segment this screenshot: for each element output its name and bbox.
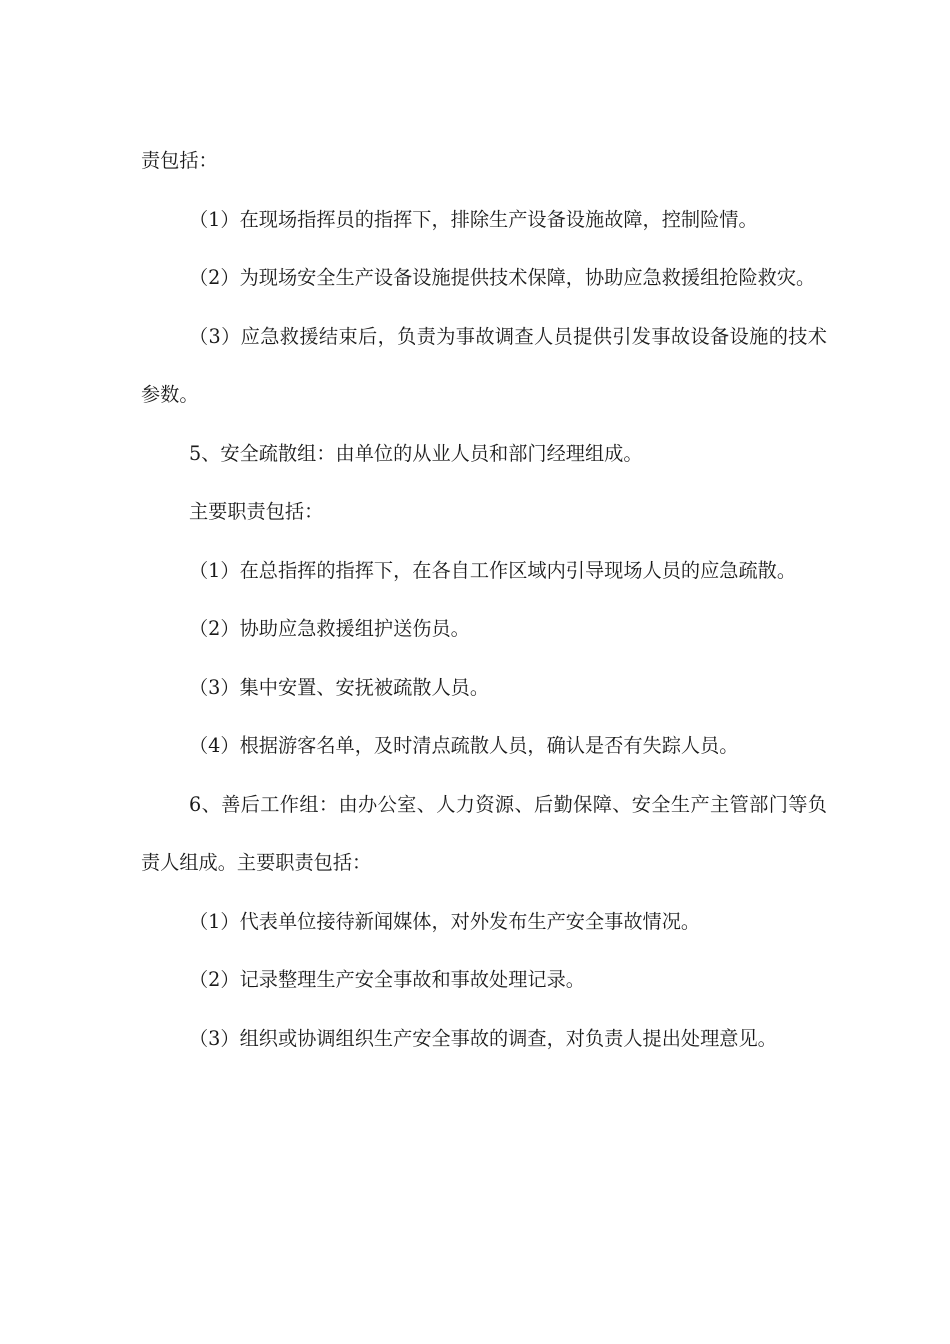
paragraph-item: （3）应急救援结束后，负责为事故调查人员提供引发事故设备设施的技术参数。 xyxy=(141,324,827,406)
paragraph-item: （1）代表单位接待新闻媒体，对外发布生产安全事故情况。 xyxy=(189,909,701,933)
paragraph-item: （2）记录整理生产安全事故和事故处理记录。 xyxy=(189,968,585,991)
paragraph-duties-intro: 主要职责包括： xyxy=(189,500,324,523)
paragraph-item: （2）为现场安全生产设备设施提供技术保障，协助应急救援组抢险救灾。 xyxy=(189,266,816,289)
section-heading-aftermath-group: 6、善后工作组：由办公室、人力资源、后勤保障、安全生产主管部门等负责人组成。主要职责包括： xyxy=(141,792,827,874)
paragraph-item: （3）组织或协调组织生产安全事故的调查，对负责人提出处理意见。 xyxy=(189,1026,777,1050)
paragraph-item: （4）根据游客名单，及时清点疏散人员，确认是否有失踪人员。 xyxy=(189,734,739,757)
section-heading-evacuation-group: 5、安全疏散组：由单位的从业人员和部门经理组成。 xyxy=(189,441,643,465)
paragraph-continuation: 责包括： xyxy=(141,149,218,172)
paragraph-item: （1）在总指挥的指挥下，在各自工作区域内引导现场人员的应急疏散。 xyxy=(189,558,797,582)
paragraph-item: （1）在现场指挥员的指挥下，排除生产设备设施故障，控制险情。 xyxy=(189,207,758,231)
document-body xyxy=(141,132,827,1068)
paragraph-item: （3）集中安置、安抚被疏散人员。 xyxy=(189,675,490,699)
paragraph-item: （2）协助应急救援组护送伤员。 xyxy=(189,617,470,640)
